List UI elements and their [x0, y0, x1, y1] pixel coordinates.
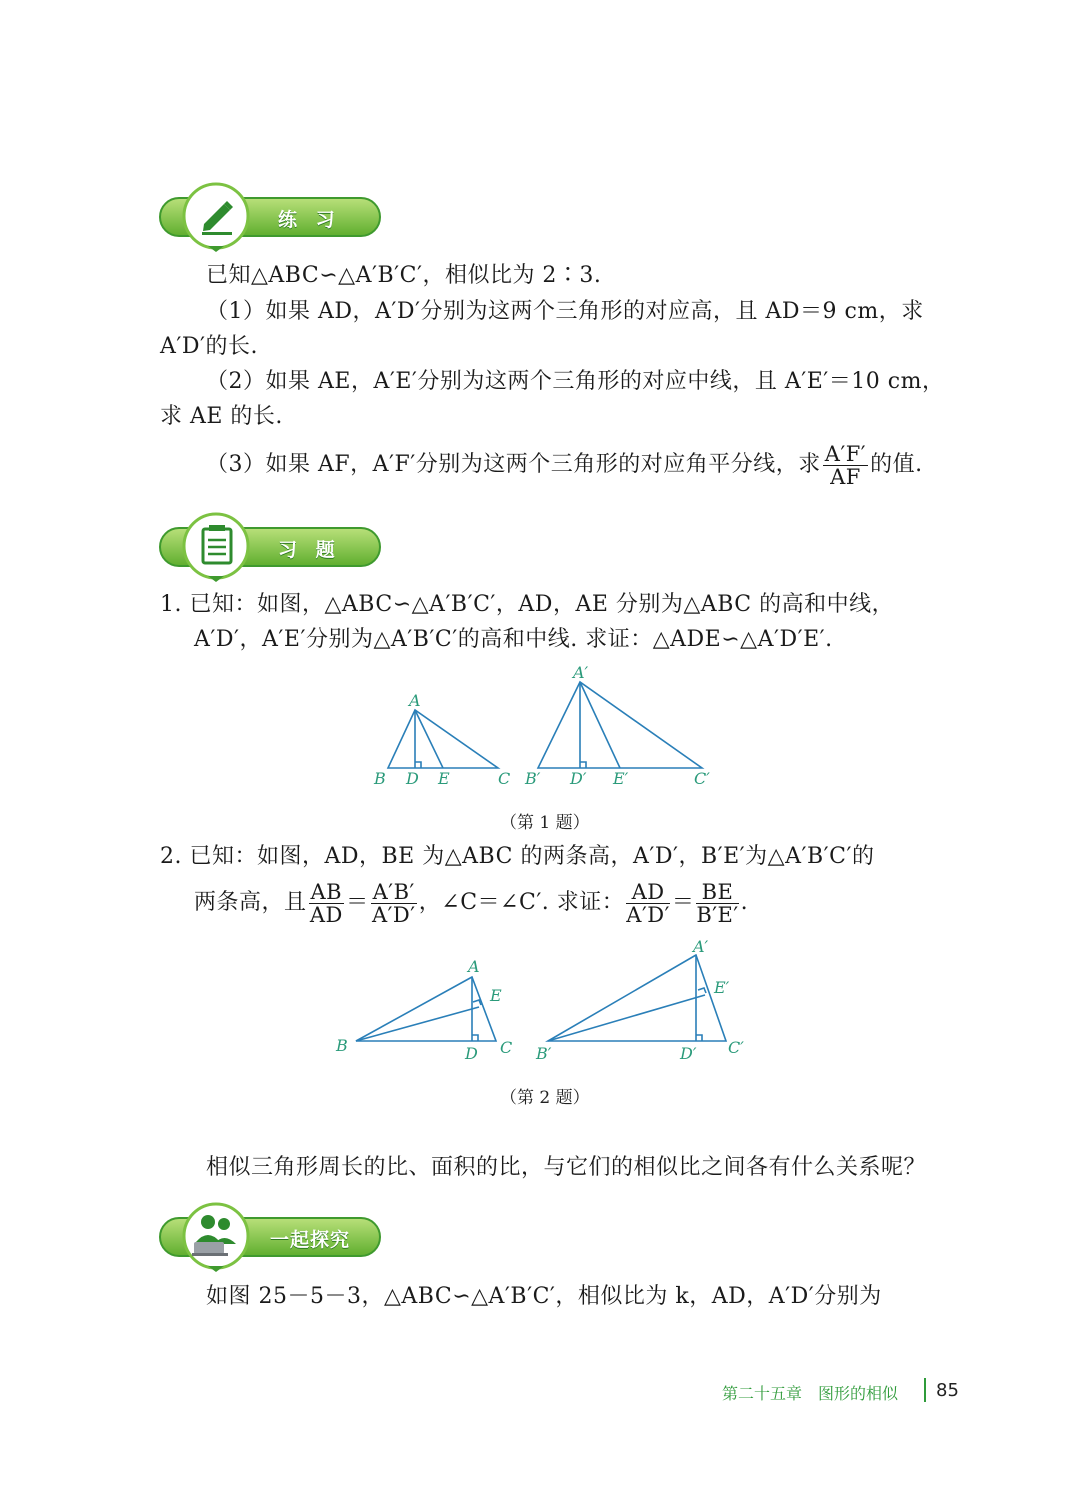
fig1-label-A: A — [409, 691, 421, 710]
fig1-label-D-prime: D′ — [570, 769, 587, 788]
problem2-text-start: 两条高，且 — [194, 890, 307, 915]
fig2-label-A-prime: A′ — [693, 937, 709, 956]
exercises-banner-shape — [158, 512, 384, 582]
fraction-numerator: A′F′ — [824, 441, 867, 466]
pencil-icon — [196, 194, 238, 236]
problem2-fraction-3 — [626, 881, 670, 926]
people-computer-icon — [192, 1212, 240, 1258]
fig1-label-E-prime: E′ — [613, 769, 629, 788]
fig2-label-C-prime: C′ — [728, 1038, 744, 1057]
practice-q1-line1: （1）如果 AD，A′D′分别为这两个三角形的对应高，且 AD＝9 cm，求 — [206, 299, 924, 324]
fig2-label-B-prime: B′ — [536, 1044, 552, 1063]
fig1-label-C: C — [498, 769, 511, 788]
fraction-denominator: A′D′ — [371, 902, 416, 927]
figure-2-caption: （第 2 题） — [500, 1088, 590, 1108]
fig1-label-E: E — [438, 769, 450, 788]
notepad-icon — [200, 524, 234, 566]
problem2-fraction-2 — [371, 881, 417, 926]
problem2-text-mid: ，∠C＝∠C′. 求证： — [418, 890, 625, 915]
fraction-denominator: A′D′ — [626, 902, 670, 927]
figure-2 — [330, 935, 770, 1075]
fraction-numerator: BE — [696, 881, 738, 904]
problem2-line2 — [194, 878, 748, 928]
practice-banner-shape — [158, 182, 384, 252]
practice-q3-text: （3）如果 AF，A′F′分别为这两个三角形的对应角平分线，求 — [206, 452, 821, 477]
exercises-banner — [158, 512, 384, 582]
problem1-line1: 1. 已知：如图，△ABC∽△A′B′C′，AD，AE 分别为△ABC 的高和中线， — [160, 592, 895, 617]
equals-sign: ＝ — [346, 890, 369, 915]
explore-banner — [158, 1202, 384, 1272]
exercises-title: 习 题 — [278, 539, 341, 561]
fig2-label-E-prime: E′ — [714, 978, 730, 997]
figure-1-caption: （第 1 题） — [500, 813, 590, 833]
footer-divider — [924, 1378, 926, 1402]
fig2-label-D: D — [465, 1044, 478, 1063]
practice-q1-line2: A′D′的长. — [160, 334, 259, 359]
fig2-label-E: E — [490, 986, 502, 1005]
fig1-label-C-prime: C′ — [694, 769, 710, 788]
practice-q3 — [206, 440, 923, 490]
fraction-denominator: AF — [830, 464, 861, 489]
explore-text: 如图 25－5－3，△ABC∽△A′B′C′，相似比为 k，AD，A′D′分别为 — [206, 1284, 882, 1309]
practice-q2-line1: （2）如果 AE，A′E′分别为这两个三角形的对应中线，且 A′E′＝10 cm， — [206, 369, 945, 394]
explore-title: 一起探究 — [270, 1229, 351, 1251]
fraction-numerator: AB — [310, 879, 343, 904]
figure-1 — [360, 660, 730, 800]
practice-banner — [158, 182, 384, 252]
fraction-denominator: AD — [309, 902, 343, 927]
practice-q2-line2: 求 AE 的长. — [160, 404, 283, 429]
page-number: 85 — [936, 1380, 959, 1401]
practice-q3-end: 的值. — [870, 452, 923, 477]
fig1-label-B-prime: B′ — [525, 769, 541, 788]
fig2-label-D-prime: D′ — [680, 1044, 697, 1063]
fig2-label-A: A — [468, 957, 480, 976]
problem1-line2: A′D′，A′E′分别为△A′B′C′的高和中线. 求证：△ADE∽△A′D′E′. — [194, 627, 833, 652]
fig2-label-B: B — [336, 1036, 348, 1055]
problem2-text-end: . — [740, 890, 749, 915]
equals-sign: ＝ — [671, 890, 695, 915]
problem2-line1: 2. 已知：如图，AD，BE 为△ABC 的两条高，A′D′，B′E′为△A′B′C′的 — [160, 844, 875, 869]
fig1-label-B: B — [374, 769, 386, 788]
fig1-label-A-prime: A′ — [573, 663, 589, 682]
fraction-numerator: A′B′ — [372, 879, 415, 904]
fraction-denominator: B′E′ — [696, 902, 739, 927]
practice-title: 练 习 — [278, 209, 341, 231]
chapter-footer: 第二十五章 图形的相似 — [722, 1384, 899, 1403]
problem2-fraction-4 — [696, 881, 738, 926]
practice-q3-fraction — [823, 443, 868, 488]
fig1-label-D: D — [406, 769, 419, 788]
practice-intro: 已知△ABC∽△A′B′C′，相似比为 2∶3. — [206, 263, 602, 288]
fig2-label-C: C — [500, 1038, 513, 1057]
relationship-question: 相似三角形周长的比、面积的比，与它们的相似比之间各有什么关系呢？ — [206, 1155, 927, 1180]
fraction-numerator: AD — [626, 881, 670, 904]
problem2-fraction-1 — [309, 881, 345, 926]
